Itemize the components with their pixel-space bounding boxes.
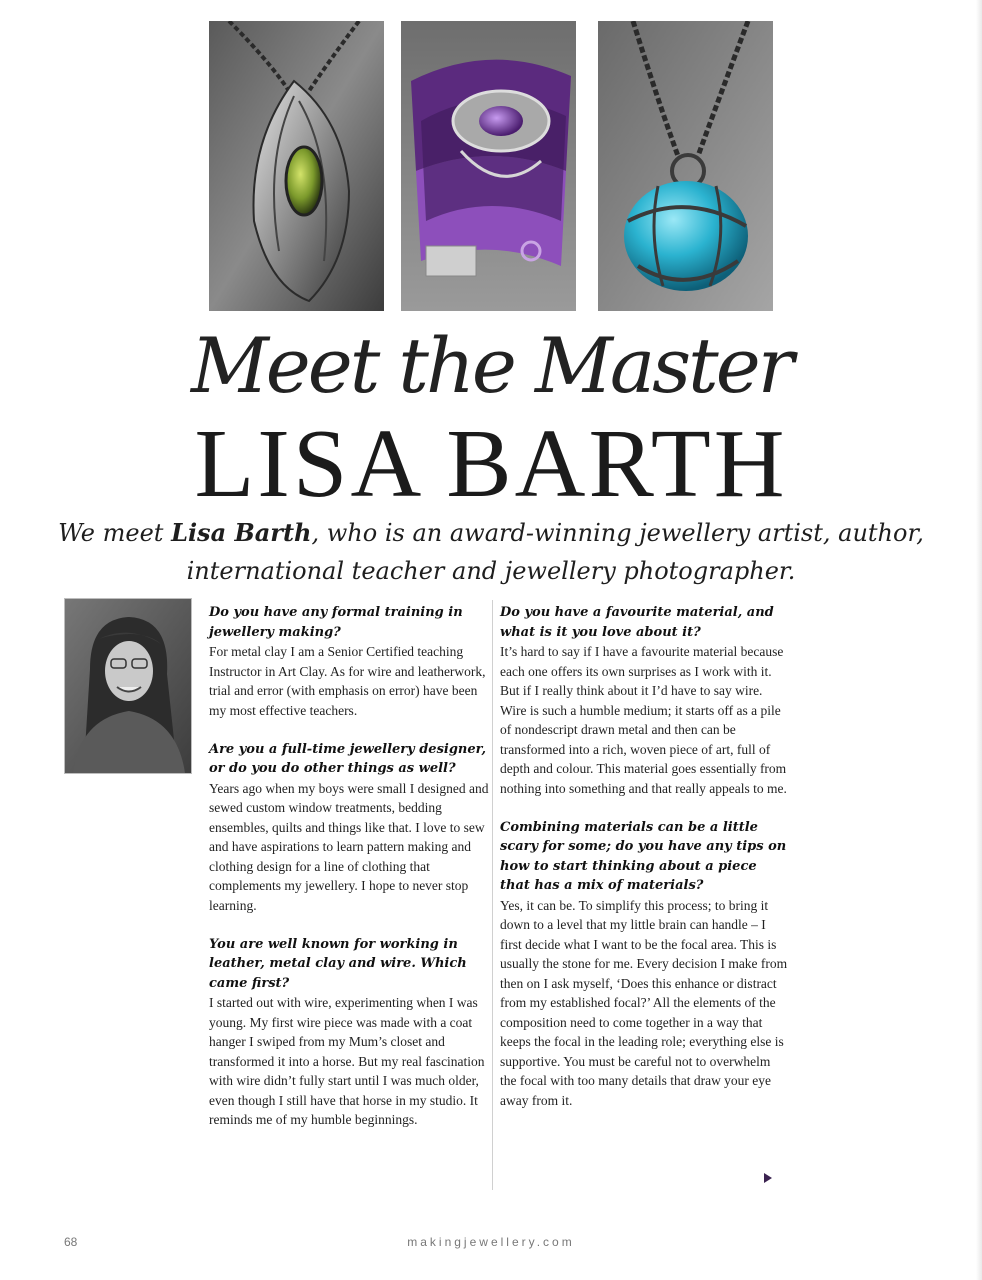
question: Do you have a favourite material, and what is it you love about it? xyxy=(500,605,774,640)
column-2 xyxy=(500,603,790,1130)
qa-block xyxy=(209,935,489,1130)
continue-arrow-icon xyxy=(764,1173,772,1183)
column-1 xyxy=(209,603,489,1149)
answer: It’s hard to say if I have a favourite material because each one offers its own surprises as I work with it. But if I really think about it I’d have to say wire. Wire is such a humble medium; it starts off as a pile of nondescript drawn metal and then can be transformed into a rich, woven piece of art, full of depth and colour. This material goes essentially from nothing into something and that really appeals to me. xyxy=(500,644,787,796)
qa-block xyxy=(500,818,790,1111)
standfirst-name: Lisa Barth xyxy=(171,518,312,547)
question: Do you have any formal training in jewellery making? xyxy=(209,605,463,640)
page-number: 68 xyxy=(64,1235,78,1249)
question: You are well known for working in leather, metal clay and wire. Which came first? xyxy=(209,936,467,991)
pendant-photo xyxy=(209,21,384,311)
qa-block xyxy=(209,603,489,720)
qa-block xyxy=(500,603,790,798)
bracelet-photo xyxy=(401,21,576,311)
turquoise-pendant-photo xyxy=(598,21,773,311)
answer: I started out with wire, experimenting when I was young. My first wire piece was made with a coat hanger I swiped from my Mum’s closet and transformed it into a horse. But my real fascination with wire didn’t fully start until I was much older, even though I still have that horse in my studio. It reminds me of my humble beginnings. xyxy=(209,995,485,1127)
standfirst xyxy=(40,514,942,590)
answer: Years ago when my boys were small I designed and sewed custom window treatments, bedding ensembles, quilts and things like that. I love to sew and have aspirations to learn pattern making and clothing design for a line of clothing that complements my jewellery. I hope to never stop learning. xyxy=(209,780,489,913)
kicker-title: Meet the Master xyxy=(190,321,792,410)
column-divider xyxy=(492,600,493,1190)
page-edge xyxy=(976,0,982,1280)
answer: Yes, it can be. To simplify this process; to bring it down to a level that my little brain can handle – I first decide what I want to be the focal area. This is usually the stone for me. Every decision I make from then on I ask myself, ‘Does this enhance or distract from my established focal?’ All the elements of the composition need to come together in a way that keeps the focal in the leading role; everything else is supportive. You must be careful not to overwhelm the focal with too many details that draw your eye away from it. xyxy=(500,897,788,1108)
artist-name-title: LISA BARTH xyxy=(194,410,788,518)
question: Combining materials can be a little scary for some; do you have any tips on how to start thinking about a piece that has a mix of materials? xyxy=(500,819,787,893)
qa-block xyxy=(209,740,489,916)
answer: For metal clay I am a Senior Certified teaching Instructor in Art Clay. As for wire and leatherwork, trial and error (with emphasis on error) have been my most effective teachers. xyxy=(209,644,486,718)
standfirst-text-2: , who is an award-winning jewellery artist, author, international teacher and jewellery photographer. xyxy=(186,519,924,585)
standfirst-text-1: We meet xyxy=(58,519,172,547)
website-footer: makingjewellery.com xyxy=(407,1235,575,1249)
question: Are you a full-time jewellery designer, or do you do other things as well? xyxy=(209,741,487,776)
portrait-photo xyxy=(64,598,192,774)
